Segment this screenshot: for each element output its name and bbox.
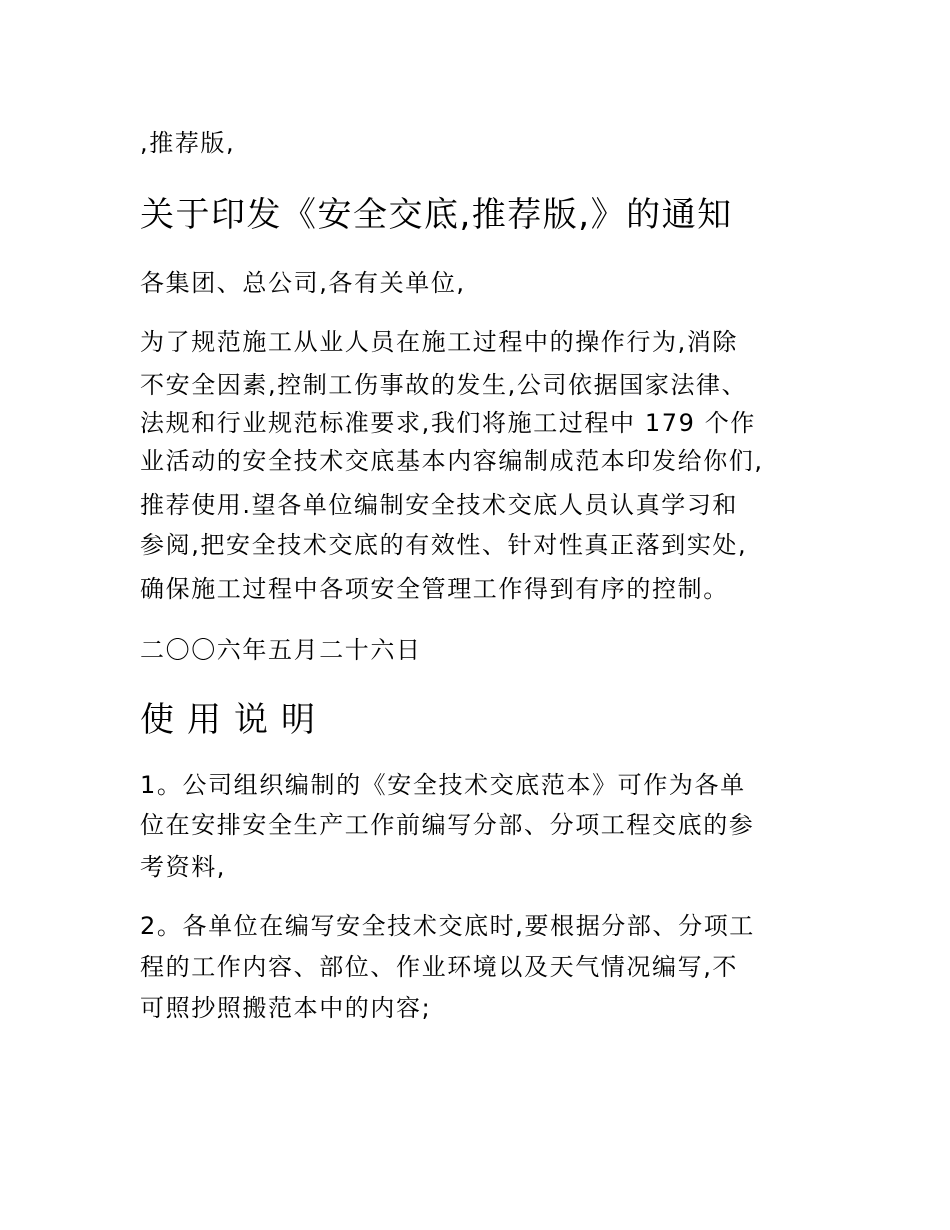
instruction-item-2-line: 2。各单位在编写安全技术交底时,要根据分部、分项工 bbox=[140, 912, 755, 940]
instruction-item-1-line: 位在安排安全生产工作前编写分部、分项工程交底的参 bbox=[140, 811, 755, 839]
document-title: 关于印发《安全交底,推荐版,》的通知 bbox=[140, 195, 733, 235]
body-line: 法规和行业规范标准要求,我们将施工过程中 179 个作 bbox=[140, 409, 756, 437]
document-subtitle: ,推荐版, bbox=[140, 129, 236, 157]
instruction-item-1-line: 考资料, bbox=[140, 853, 227, 881]
instruction-item-1-line: 1。公司组织编制的《安全技术交底范本》可作为各单 bbox=[140, 771, 746, 799]
salutation: 各集团、总公司,各有关单位, bbox=[140, 269, 466, 297]
body-line: 为了规范施工从业人员在施工过程中的操作行为,消除 bbox=[140, 328, 739, 356]
body-line: 业活动的安全技术交底基本内容编制成范本印发给你们, bbox=[140, 447, 764, 475]
section-title: 使用说明 bbox=[140, 700, 328, 740]
instruction-item-2-line: 程的工作内容、部位、作业环境以及天气情况编写,不 bbox=[140, 953, 739, 981]
body-line: 不安全因素,控制工伤事故的发生,公司依据国家法律、 bbox=[140, 371, 748, 399]
instruction-item-2-line: 可照抄照搬范本中的内容; bbox=[140, 994, 432, 1022]
body-line: 推荐使用.望各单位编制安全技术交底人员认真学习和 bbox=[140, 491, 739, 519]
body-line: 参阅,把安全技术交底的有效性、针对性真正落到实处, bbox=[140, 531, 748, 559]
body-line: 确保施工过程中各项安全管理工作得到有序的控制。 bbox=[140, 575, 729, 603]
document-date: 二〇〇六年五月二十六日 bbox=[140, 636, 422, 664]
